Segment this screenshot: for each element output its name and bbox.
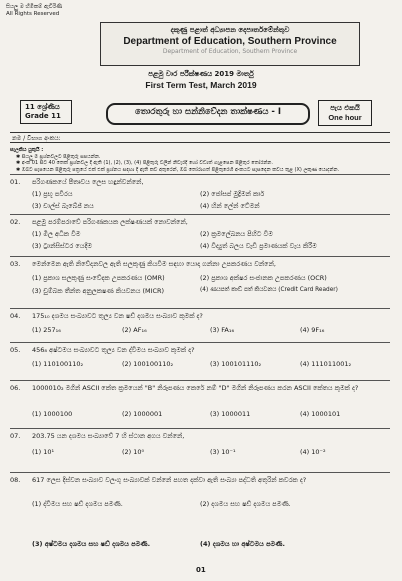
question-stem: පරිගණකයේ පීතෘවය ලෙස හඳුන්වන්නේ, <box>32 178 144 186</box>
option-2[interactable]: (2) ජෝසප් මුද්‍රිමන් කාර් <box>200 190 265 198</box>
page-number: 01 <box>196 566 206 574</box>
subject-title: තොරතුරු හා සන්නිවේදන තාක්ෂණය - I <box>106 103 310 125</box>
option-1[interactable]: (1) 10¹ <box>32 448 55 456</box>
divider <box>10 256 390 257</box>
option-2[interactable]: (2) දශමය සහ ෂඩ් දශමය පමණි. <box>200 500 291 508</box>
option-1[interactable]: (1) ප්‍රකාශ සලකුණු සංවේදක උපකරණය (OMR) <box>32 274 165 282</box>
question-4 <box>10 312 390 338</box>
question-number: 01. <box>10 178 21 186</box>
question-number: 02. <box>10 218 21 226</box>
question-number: 05. <box>10 346 21 354</box>
grade-si: 11 ශ්‍රේණිය <box>25 103 60 111</box>
instructions-heading: සැලකිය යුතුයි : <box>10 147 44 153</box>
option-3[interactable]: (3) 100101110₂ <box>210 360 262 368</box>
question-6 <box>10 384 390 426</box>
question-stem: 456₈ අෂ්ටමය සංඛ්‍යාවට තුල්‍ය වන ද්විමය සංඛ්‍යාව කුමක් ද? <box>32 346 195 354</box>
question-number: 04. <box>10 312 21 320</box>
question-stem: 203.75 යන දශමය සංඛ්‍යාවේ 7 හි ස්ථාන අගය වන්නේ, <box>32 432 185 440</box>
divider <box>10 342 390 343</box>
question-3 <box>10 260 390 302</box>
instruction-item: ✱ සියලු ම ප්‍රශ්නවලට පිළිතුරු සපයන්න. <box>16 153 101 160</box>
question-5 <box>10 346 390 376</box>
option-4[interactable]: (4) 10⁻² <box>300 448 326 456</box>
divider <box>10 214 390 215</box>
option-1[interactable]: (1) ද්විමය සහ ෂඩ් දශමය පමණි. <box>32 500 123 508</box>
option-4[interactable]: (4) දශමය හා අෂ්ටමය පමණි. <box>200 540 285 548</box>
option-3[interactable]: (3) චාල්ස් බැබේජ් නය <box>32 202 94 210</box>
option-2[interactable]: (2) ප්‍රකාශ අක්ෂර සංජානක උපකරණය (OCR) <box>200 274 327 282</box>
option-4[interactable]: (4) හින් ලේන් ටේමන් <box>200 202 260 210</box>
question-number: 08. <box>10 476 21 484</box>
option-4[interactable]: (4) 1000101 <box>300 410 341 418</box>
rights-si: සියලු ම හිමිකම් ඇවිරිණි <box>6 4 63 10</box>
instruction-item: ✱ අංක 01 සිට 40 තෙක් ප්‍රශ්නවල දී ඇති (1), (2), (3), (4) පිළිතුරු වලින් නිවැරදි හෝ වඩාත් ගැළපෙන පිළිතුර තෝරන්න. <box>16 160 273 166</box>
test-title-en: First Term Test, March 2019 <box>145 80 257 90</box>
option-4[interactable]: (4) ණයපත් කාඩ් පත් කියවනය (Credit Card Reader) <box>200 287 338 293</box>
department-header <box>100 22 360 66</box>
question-stem: 1000010₂ මගින් ASCII කේත ක්‍රමයෙන් "B" නිරූපණය කෙරේ නම් "D" මගින් නිරූපණය කරන ASCII කේතය කුමක් ද? <box>32 384 359 392</box>
option-2[interactable]: (2) 1000001 <box>122 410 163 418</box>
grade-box <box>20 100 72 124</box>
question-7 <box>10 432 390 462</box>
question-stem: 175₁₀ දශමය සංඛ්‍යාවට තුල්‍ය වන ෂඩ් දශමය සංඛ්‍යාව කුමක් ද? <box>32 312 203 320</box>
question-number: 07. <box>10 432 21 440</box>
instructions <box>10 147 390 173</box>
option-1[interactable]: (1) 110100110₂ <box>32 360 84 368</box>
instruction-item: ✱ ඔබට සැපයෙන පිළිතුරු පත්‍රයේ එක් එක් ප්‍රශ්නය සඳහා දී ඇති කව අතුරෙන්, ඔබ තෝරාගත් පිළිතුරෙහි අංකයට සැසඳෙන කවය තුළ (X) ලකුණ යොදන්න. <box>16 166 340 173</box>
question-stem: මෙන්මෙන ඇති නිවේදනවල ඇති සලකුණු කියවීම සඳහා යොදා ගන්නා උපකරණය වන්නේ, <box>32 260 276 268</box>
department-name-en: Department of Education, Southern Province <box>123 36 337 47</box>
option-2[interactable]: (2) 100100110₂ <box>122 360 174 368</box>
option-3[interactable]: (3) චුම්බක තීන්ත අනුලකෂණ කියවනය (MICR) <box>32 287 165 295</box>
option-3[interactable]: (3) ට්‍රාන්සිස්ටර යෙදීම <box>32 242 93 250</box>
divider <box>10 472 390 473</box>
time-box <box>318 100 372 126</box>
option-3[interactable]: (3) 1000011 <box>210 410 251 418</box>
rights-en: All Rights Reserved <box>6 11 60 17</box>
divider <box>10 308 390 309</box>
question-1 <box>10 178 390 212</box>
divider <box>10 380 390 381</box>
question-number: 03. <box>10 260 21 268</box>
option-2[interactable]: (2) 10⁰ <box>122 448 145 456</box>
option-4[interactable]: (4) 9F₁₆ <box>300 326 325 334</box>
option-4[interactable]: (4) 111011001₂ <box>300 360 352 368</box>
name-index-field[interactable]: නම / විභාග අංකය: <box>10 132 390 143</box>
option-1[interactable]: (1) 1000100 <box>32 410 73 418</box>
option-3[interactable]: (3) අෂ්ටමය දශමය සහ ෂඩ් දශමය පමණි. <box>32 540 151 548</box>
question-number: 06. <box>10 384 21 392</box>
option-4[interactable]: (4) විද්‍යුත් බලය වැඩි ප්‍රමාණයක් වැය කිරීම <box>200 242 317 250</box>
question-2 <box>10 218 390 252</box>
option-1[interactable]: (1) ප්‍රභූ පවිරය <box>32 190 73 198</box>
time-en: One hour <box>328 113 362 122</box>
option-1[interactable]: (1) 257₁₆ <box>32 326 61 334</box>
question-8 <box>10 476 390 556</box>
department-name-si: දකුණු පළාත් අධ්‍යාපන දෙපාර්තමේන්තුව <box>170 26 290 34</box>
question-stem: 617 ලෙස දිස්වන සංඛ්‍යාව වලංගු සංඛ්‍යාවක් වන්නේ පහත දක්වා ඇති සංඛ්‍යා පද්ධති අතුරින් කවරක ද? <box>32 476 307 484</box>
time-si: පැය එකයි <box>330 104 360 112</box>
department-name-faint: Department of Education, Southern Province <box>162 48 298 55</box>
test-title-si: පළමු වාර පරීක්ෂණය 2019 මාර්තු <box>148 70 254 78</box>
option-1[interactable]: (1) මිල අධික වීම <box>32 230 81 238</box>
option-3[interactable]: (3) 10⁻¹ <box>210 448 236 456</box>
divider <box>10 174 390 175</box>
option-3[interactable]: (3) FA₁₆ <box>210 326 235 334</box>
option-2[interactable]: (2) ක්‍රමලේඛනය පිහිට වීම <box>200 230 273 238</box>
option-2[interactable]: (2) AF₁₆ <box>122 326 147 334</box>
divider <box>10 428 390 429</box>
question-stem: පළමු පරම්පරාවේ පරිගණකයක ලක්ෂණයක් නොවන්නේ, <box>32 218 188 226</box>
rights-notice <box>6 4 62 18</box>
grade-en: Grade 11 <box>25 112 61 120</box>
